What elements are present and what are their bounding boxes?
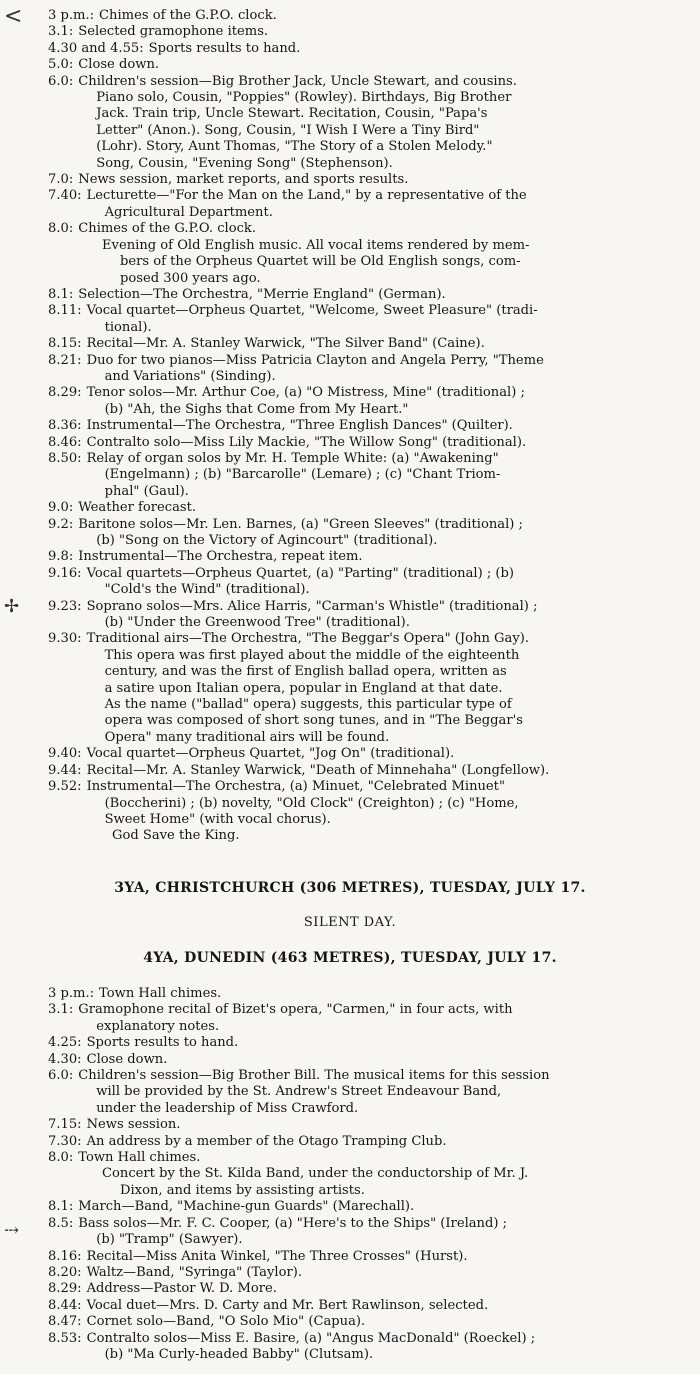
entry-line: opera was composed of short song tunes, and in "The Beggar's	[104, 713, 523, 729]
entry-time: 8.29:	[48, 1281, 82, 1297]
entry-line: Chimes of the G.P.O. clock.	[78, 221, 257, 237]
entry-line: Recital—Mr. A. Stanley Warwick, "Death of Minnehaha" (Longfellow).	[86, 762, 550, 778]
entry-description	[87, 385, 694, 418]
entry-description	[87, 1281, 694, 1297]
entry-time: 8.50:	[48, 450, 82, 466]
entry-line: "Cold's the Wind" (traditional).	[104, 582, 310, 598]
entry-line: Town Hall chimes.	[99, 986, 222, 1001]
entry-description	[78, 1002, 694, 1035]
entry-time: 6.0:	[48, 73, 74, 89]
entry-description	[87, 353, 694, 386]
programme-entry	[48, 1281, 694, 1297]
entry-line: Selection—The Orchestra, "Merrie England" (German).	[78, 286, 446, 302]
entry-line: News session, market reports, and sports results.	[78, 172, 409, 188]
entry-description	[87, 1331, 694, 1364]
programme-entry	[48, 1199, 694, 1215]
programme-entry	[48, 1265, 694, 1281]
entry-line: As the name ("ballad" opera) suggests, this particular type of	[104, 697, 512, 713]
entry-description	[87, 763, 694, 779]
programme-entry	[48, 353, 694, 386]
entry-description	[78, 500, 694, 516]
entry-time: 8.0:	[48, 221, 74, 237]
entry-time: 6.0:	[48, 1068, 74, 1084]
entry-description	[78, 1150, 694, 1166]
entry-time: 8.0:	[48, 1150, 74, 1166]
programme-entry	[48, 517, 694, 550]
entry-line: Town Hall chimes.	[78, 1150, 201, 1166]
entry-description	[87, 1134, 694, 1150]
entry-line: Vocal quartet—Orpheus Quartet, "Welcome, Sweet Pleasure" (tradi-	[86, 303, 538, 319]
entry-line: Cornet solo—Band, "O Solo Mio" (Capua).	[86, 1314, 366, 1330]
programme-entry	[48, 41, 694, 57]
programme-entry	[48, 763, 694, 779]
entry-line: March—Band, "Machine-gun Guards" (Marechall).	[78, 1199, 415, 1215]
programme-entry	[48, 1314, 694, 1330]
entry-description	[78, 24, 694, 40]
entry-line: Contralto solos—Miss E. Basire, (a) "Angus MacDonald" (Roeckel) ;	[86, 1330, 536, 1346]
entry-time: 8.1:	[48, 286, 74, 302]
entry-time: 8.20:	[48, 1264, 82, 1280]
entry-line: explanatory notes.	[96, 1018, 220, 1034]
entry-description	[99, 986, 694, 1002]
programme-entry	[48, 1002, 694, 1035]
entry-time: 8.21:	[48, 352, 82, 368]
entry-description	[87, 1052, 694, 1068]
entry-description	[78, 1216, 694, 1249]
entry-description	[87, 566, 694, 599]
pencil-mark-icon: ⤏	[4, 1220, 20, 1241]
programme-entry	[48, 746, 694, 762]
programme-entry	[48, 779, 694, 828]
station-heading-3ya: 3YA, CHRISTCHURCH (306 METRES), TUESDAY, JULY 17.	[114, 880, 586, 896]
entry-description	[87, 631, 694, 746]
entry-description	[78, 57, 694, 73]
entry-time: 4.25:	[48, 1035, 82, 1051]
programme-entry	[48, 1068, 694, 1117]
programme-entry	[48, 1052, 694, 1068]
entry-line: Close down.	[86, 1051, 168, 1067]
entry-line: (b) "Song on the Victory of Agincourt" (traditional).	[96, 533, 438, 548]
entry-time: 8.5:	[48, 1215, 74, 1231]
programme-entry	[48, 24, 694, 40]
entry-description	[78, 74, 694, 172]
entry-line: Children's session—Big Brother Bill. The musical items for this session	[78, 1068, 550, 1084]
entry-line: This opera was first played about the middle of the eighteenth	[104, 647, 520, 663]
programme-entry	[48, 1216, 694, 1249]
entry-description	[87, 303, 694, 336]
entry-line: An address by a member of the Otago Tramping Club.	[86, 1133, 447, 1149]
entry-line: News session.	[86, 1117, 181, 1133]
entry-description	[99, 8, 694, 24]
entry-time: 8.16:	[48, 1248, 82, 1264]
programme-entry	[48, 303, 694, 336]
closing-line: God Save the King.	[112, 828, 240, 844]
entry-time: 9.23:	[48, 598, 82, 614]
programme-entry	[48, 986, 694, 1002]
programme-entry	[48, 188, 694, 221]
entry-line: Gramophone recital of Bizet's opera, "Carmen," in four acts, with	[78, 1002, 513, 1018]
entry-line: will be provided by the St. Andrew's Street Endeavour Band,	[96, 1084, 502, 1100]
programme-list	[48, 986, 694, 1166]
entry-line: Song, Cousin, "Evening Song" (Stephenson).	[96, 155, 393, 171]
entry-line: Vocal quartet—Orpheus Quartet, "Jog On" (traditional).	[86, 746, 455, 762]
entry-time: 3.1:	[48, 24, 74, 40]
programme-note	[48, 238, 694, 287]
programme-note	[48, 1166, 694, 1199]
entry-time: 4.30 and 4.55:	[48, 40, 144, 56]
entry-description	[87, 418, 694, 434]
programme-entry	[48, 57, 694, 73]
programme-entry	[48, 599, 694, 632]
entry-time: 8.47:	[48, 1314, 82, 1330]
entry-line: Sweet Home" (with vocal chorus).	[104, 811, 331, 827]
programme-entry	[48, 549, 694, 565]
programme-list	[48, 287, 694, 828]
entry-description	[87, 779, 694, 828]
entry-line: (Boccherini) ; (b) novelty, "Old Clock" (Creighton) ; (c) "Home,	[104, 795, 519, 811]
entry-line: Vocal duet—Mrs. D. Carty and Mr. Bert Rawlinson, selected.	[86, 1297, 489, 1313]
entry-line: Duo for two pianos—Miss Patricia Clayton and Angela Perry, "Theme	[86, 352, 544, 368]
entry-line: and Variations" (Sinding).	[104, 368, 276, 384]
entry-line: Address—Pastor W. D. More.	[86, 1281, 277, 1297]
programme-entry	[48, 435, 694, 451]
entry-time: 8.29:	[48, 385, 82, 401]
entry-line: Baritone solos—Mr. Len. Barnes, (a) "Green Sleeves" (traditional) ;	[78, 516, 523, 532]
entry-line: Lecturette—"For the Man on the Land," by a representative of the	[86, 188, 527, 204]
entry-time: 3 p.m.:	[48, 986, 95, 1001]
entry-line: Contralto solo—Miss Lily Mackie, "The Willow Song" (traditional).	[86, 434, 527, 450]
programme-entry	[48, 172, 694, 188]
entry-time: 9.8:	[48, 549, 74, 565]
entry-time: 8.11:	[48, 303, 82, 319]
entry-time: 9.30:	[48, 631, 82, 647]
entry-time: 8.1:	[48, 1199, 74, 1215]
entry-description	[87, 1265, 694, 1281]
entry-description	[87, 1117, 694, 1133]
programme-entry	[48, 1035, 694, 1051]
entry-line: a satire upon Italian opera, popular in England at that date.	[104, 680, 503, 696]
programme-entry	[48, 451, 694, 500]
programme-entry	[48, 1249, 694, 1265]
station-heading-4ya: 4YA, DUNEDIN (463 METRES), TUESDAY, JULY 17.	[143, 950, 557, 966]
entry-description	[78, 517, 694, 550]
programme-list	[48, 8, 694, 238]
entry-line: Instrumental—The Orchestra, "Three English Dances" (Quilter).	[86, 418, 513, 434]
section-2ya-programme	[48, 8, 694, 845]
entry-line: Selected gramophone items.	[78, 24, 269, 40]
entry-line: Close down.	[78, 57, 160, 73]
entry-description	[87, 188, 694, 221]
entry-time: 9.44:	[48, 762, 82, 778]
entry-time: 8.44:	[48, 1297, 82, 1313]
note-line: Concert by the St. Kilda Band, under the conductorship of Mr. J.	[102, 1166, 529, 1182]
entry-time: 8.46:	[48, 434, 82, 450]
entry-line: phal" (Gaul).	[104, 483, 189, 499]
entry-time: 8.53:	[48, 1330, 82, 1346]
entry-time: 7.30:	[48, 1133, 82, 1149]
entry-description	[78, 1199, 694, 1215]
entry-time: 9.16:	[48, 565, 82, 581]
entry-description	[87, 435, 694, 451]
entry-time: 3.1:	[48, 1002, 74, 1018]
entry-line: Instrumental—The Orchestra, (a) Minuet, "Celebrated Minuet"	[86, 779, 505, 795]
note-line: bers of the Orpheus Quartet will be Old English songs, com-	[120, 254, 521, 270]
entry-line: (b) "Ah, the Sighs that Come from My Heart."	[104, 401, 409, 417]
programme-entry	[48, 1298, 694, 1314]
entry-description	[87, 336, 694, 352]
entry-time: 8.36:	[48, 418, 82, 434]
programme-entry	[48, 74, 694, 172]
note-line: Dixon, and items by assisting artists.	[120, 1182, 365, 1198]
section-4ya-programme	[48, 986, 694, 1363]
programme-entry	[48, 418, 694, 434]
note-line: Evening of Old English music. All vocal items rendered by mem-	[102, 237, 530, 253]
entry-description	[87, 451, 694, 500]
pencil-mark-icon: ✢	[4, 596, 20, 617]
entry-line: Traditional airs—The Orchestra, "The Beggar's Opera" (John Gay).	[86, 631, 529, 647]
entry-line: tional).	[104, 319, 152, 335]
entry-description	[87, 1314, 694, 1330]
programme-entry	[48, 1134, 694, 1150]
entry-line: Recital—Mr. A. Stanley Warwick, "The Silver Band" (Caine).	[86, 336, 485, 352]
entry-line: Soprano solos—Mrs. Alice Harris, "Carman's Whistle" (traditional) ;	[86, 598, 538, 614]
entry-time: 3 p.m.:	[48, 8, 95, 23]
entry-description	[78, 549, 694, 565]
entry-time: 4.30:	[48, 1051, 82, 1067]
programme-entry	[48, 8, 694, 24]
entry-description	[87, 1035, 694, 1051]
entry-line: Piano solo, Cousin, "Poppies" (Rowley). Birthdays, Big Brother	[96, 90, 512, 106]
programme-entry	[48, 566, 694, 599]
entry-line: Waltz—Band, "Syringa" (Taylor).	[86, 1264, 302, 1280]
entry-description	[87, 746, 694, 762]
programme-entry	[48, 1331, 694, 1364]
programme-entry	[48, 631, 694, 746]
programme-entry	[48, 287, 694, 303]
entry-line: (b) "Ma Curly-headed Babby" (Clutsam).	[104, 1346, 374, 1362]
entry-line: Weather forecast.	[78, 500, 197, 516]
entry-description	[78, 1068, 694, 1117]
programme-entry	[48, 336, 694, 352]
programme-entry	[48, 1150, 694, 1166]
entry-line: (b) "Under the Greenwood Tree" (traditional).	[104, 615, 410, 631]
entry-line: Letter" (Anon.). Song, Cousin, "I Wish I Were a Tiny Bird"	[96, 122, 480, 138]
entry-line: Jack. Train trip, Uncle Stewart. Recitation, Cousin, "Papa's	[96, 106, 488, 122]
entry-time: 7.40:	[48, 188, 82, 204]
entry-line: Tenor solos—Mr. Arthur Coe, (a) "O Mistress, Mine" (traditional) ;	[86, 385, 525, 401]
entry-line: Instrumental—The Orchestra, repeat item.	[78, 549, 363, 565]
entry-line: (Lohr). Story, Aunt Thomas, "The Story of a Stolen Melody."	[96, 139, 493, 155]
entry-description	[87, 599, 694, 632]
entry-line: under the leadership of Miss Crawford.	[96, 1100, 359, 1116]
entry-time: 8.15:	[48, 336, 82, 352]
entry-line: Sports results to hand.	[148, 40, 301, 56]
entry-line: (Engelmann) ; (b) "Barcarolle" (Lemare) ; (c) "Chant Triom-	[104, 467, 501, 483]
programme-list	[48, 1199, 694, 1363]
entry-line: Bass solos—Mr. F. C. Cooper, (a) "Here's to the Ships" (Ireland) ;	[78, 1215, 508, 1231]
entry-time: 9.0:	[48, 500, 74, 516]
entry-description	[78, 287, 694, 303]
silent-day-notice: SILENT DAY.	[303, 915, 397, 930]
entry-description	[87, 1298, 694, 1314]
programme-entry	[48, 221, 694, 237]
entry-line: Recital—Miss Anita Winkel, "The Three Crosses" (Hurst).	[86, 1248, 468, 1264]
entry-time: 5.0:	[48, 57, 74, 73]
entry-time: 7.15:	[48, 1117, 82, 1133]
entry-line: Sports results to hand.	[86, 1035, 239, 1051]
entry-line: Relay of organ solos by Mr. H. Temple White: (a) "Awakening"	[86, 450, 499, 466]
entry-line: (b) "Tramp" (Sawyer).	[96, 1232, 243, 1248]
entry-line: Children's session—Big Brother Jack, Uncle Stewart, and cousins.	[78, 73, 517, 89]
entry-description	[149, 41, 694, 57]
pencil-mark-icon: <	[4, 4, 23, 29]
entry-time: 9.40:	[48, 746, 82, 762]
programme-entry	[48, 500, 694, 516]
programme-entry	[48, 1117, 694, 1133]
note-line: posed 300 years ago.	[120, 270, 261, 286]
entry-description	[78, 172, 694, 188]
entry-description	[78, 221, 694, 237]
entry-time: 9.2:	[48, 516, 74, 532]
programme-entry	[48, 385, 694, 418]
entry-line: Agricultural Department.	[104, 204, 273, 220]
entry-line: Chimes of the G.P.O. clock.	[99, 8, 277, 23]
entry-time: 9.52:	[48, 779, 82, 795]
entry-line: Vocal quartets—Orpheus Quartet, (a) "Parting" (traditional) ; (b)	[86, 565, 515, 581]
entry-description	[87, 1249, 694, 1265]
entry-line: Opera" many traditional airs will be found.	[104, 729, 390, 745]
entry-line: century, and was the first of English ballad opera, written as	[104, 664, 507, 680]
entry-time: 7.0:	[48, 172, 74, 188]
